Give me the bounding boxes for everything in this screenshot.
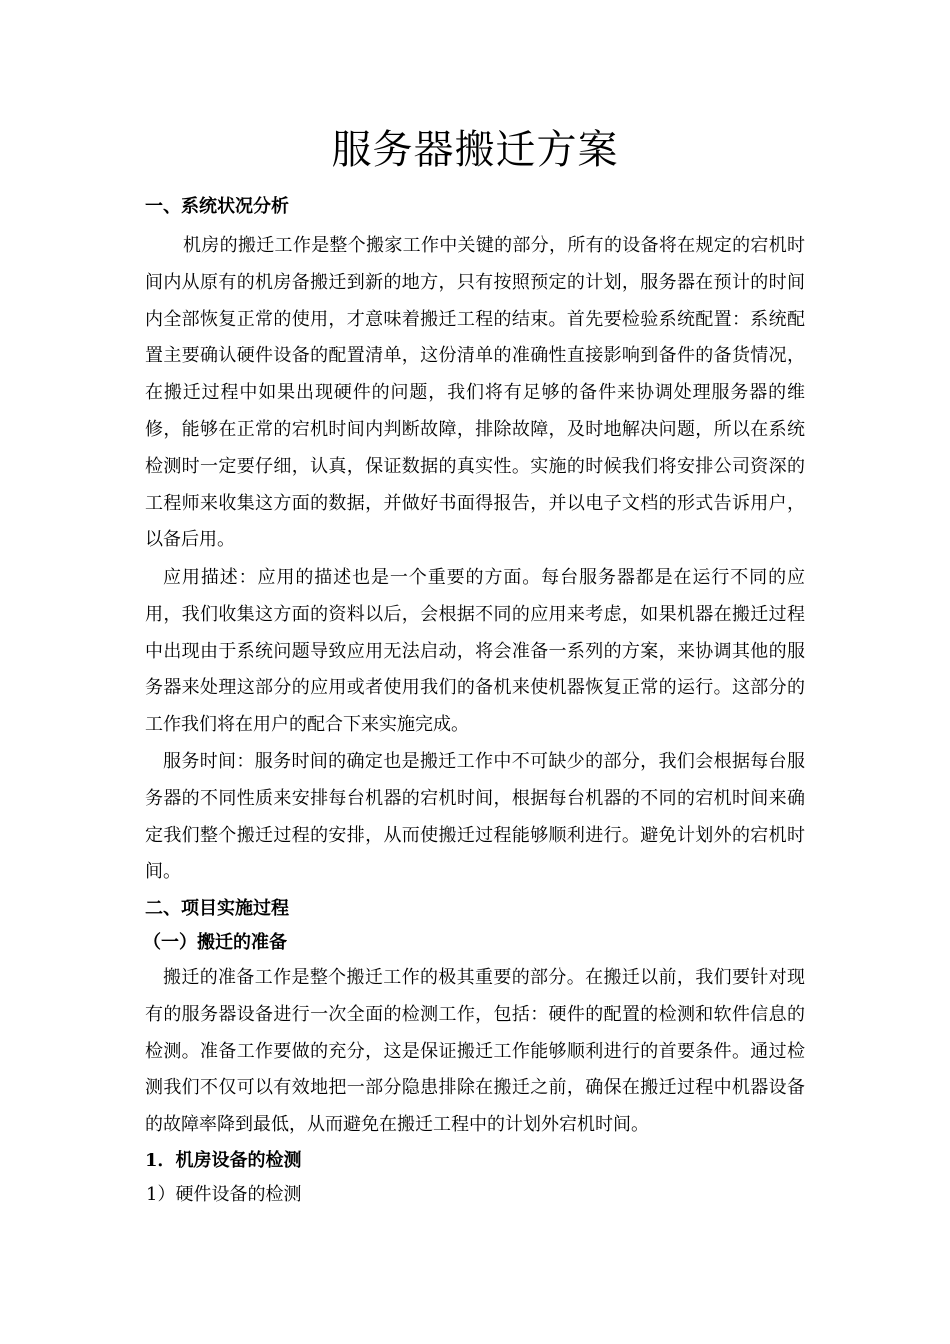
- document-title: 服务器搬迁方案: [331, 127, 619, 173]
- paragraph-application-description: 应用描述：应用的描述也是一个重要的方面。每台服务器都是在运行不同的应用，我们收集这方面的资料以后，会根据不同的应用来考虑，如果机器在搬迁过程中出现由于系统问题导致应用无法启动，将会准备一系列的方案，来协调其他的服务器来处理这部分的应用或者使用我们的备机来使机器恢复正常的运行。这部分的工作我们将在用户的配合下来实施完成。: [145, 567, 805, 736]
- paragraph-service-time: 服务时间：服务时间的确定也是搬迁工作中不可缺少的部分，我们会根据每台服务器的不同性质来安排每台机器的宕机时间，根据每台机器的不同的宕机时间来确定我们整个搬迁过程的安排，从而使搬迁过程能够顺利进行。避免计划外的宕机时间。: [145, 751, 805, 883]
- subsection-heading-preparation: （一）搬迁的准备: [143, 932, 287, 953]
- subitem-hardware-check: 1）硬件设备的检测: [146, 1184, 302, 1205]
- item-heading-room-equipment-check: 1．机房设备的检测: [145, 1150, 302, 1171]
- section-heading-system-analysis: 一、系统状况分析: [145, 196, 289, 217]
- section-heading-implementation: 二、项目实施过程: [145, 898, 289, 919]
- paragraph-preparation: 搬迁的准备工作是整个搬迁工作的极其重要的部分。在搬迁以前，我们要针对现有的服务器设备进行一次全面的检测工作，包括：硬件的配置的检测和软件信息的检测。准备工作要做的充分，这是保证搬迁工作能够顺利进行的首要条件。通过检测我们不仅可以有效地把一部分隐患排除在搬迁之前，确保在搬迁过程中机器设备的故障率降到最低，从而避免在搬迁工程中的计划外宕机时间。: [145, 967, 805, 1136]
- paragraph-relocation-overview: 机房的搬迁工作是整个搬家工作中关键的部分，所有的设备将在规定的宕机时间内从原有的机房备搬迁到新的地方，只有按照预定的计划，服务器在预计的时间内全部恢复正常的使用，才意味着搬迁工程的结束。首先要检验系统配置：系统配置主要确认硬件设备的配置清单，这份清单的准确性直接影响到备件的备货情况，在搬迁过程中如果出现硬件的问题，我们将有足够的备件来协调处理服务器的维修，能够在正常的宕机时间内判断故障，排除故障，及时地解决问题，所以在系统检测时一定要仔细，认真，保证数据的真实性。实施的时候我们将安排公司资深的工程师来收集这方面的数据，并做好书面得报告，并以电子文档的形式告诉用户，以备后用。: [145, 235, 805, 551]
